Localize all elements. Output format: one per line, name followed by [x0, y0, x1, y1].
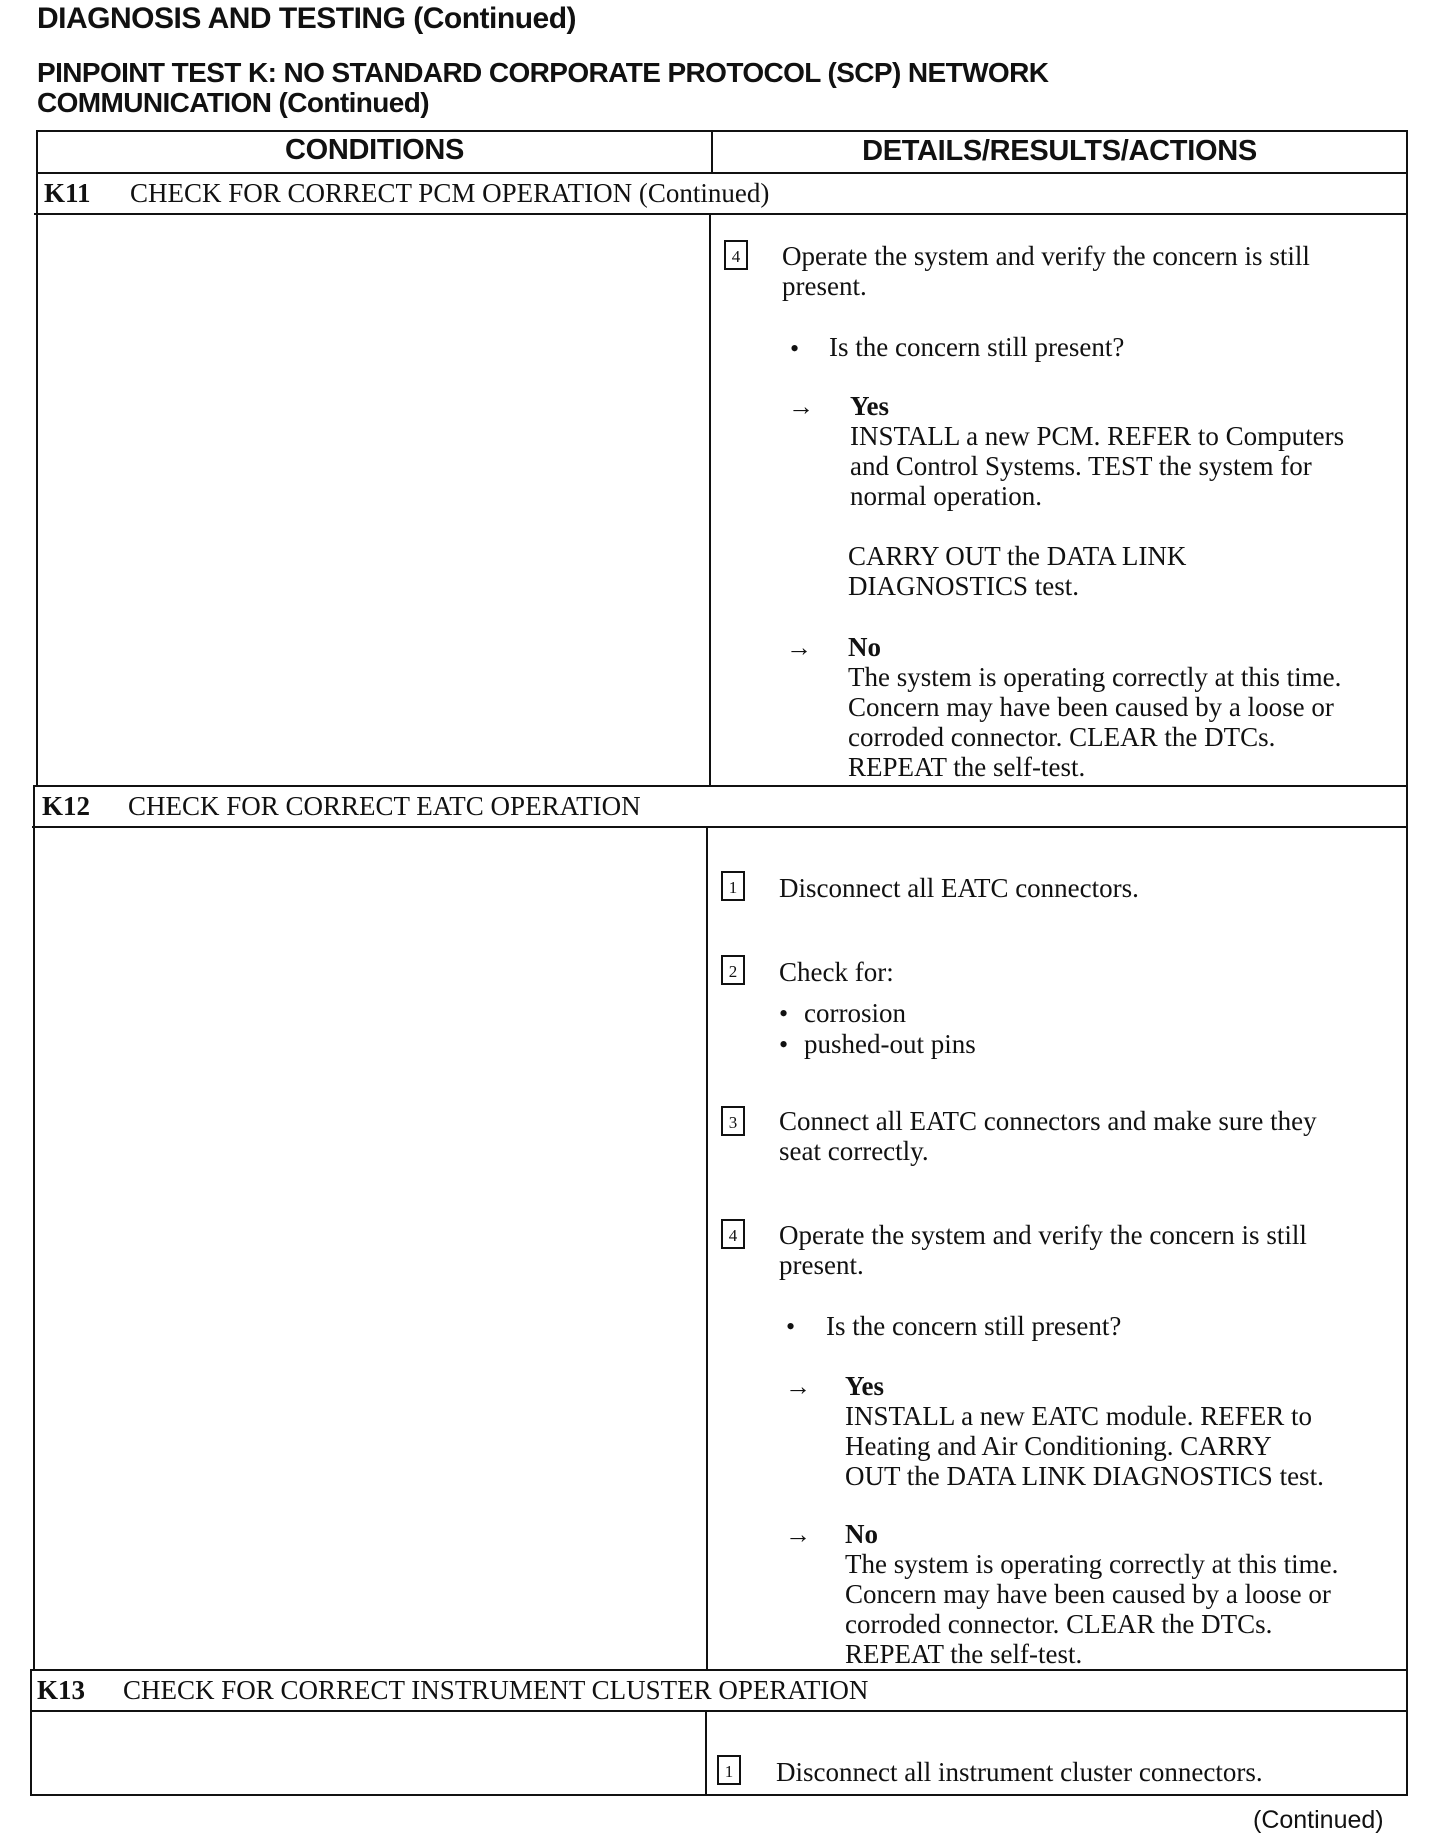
k13-step-title: CHECK FOR CORRECT INSTRUMENT CLUSTER OPERATION — [123, 1675, 869, 1705]
k12-step-4-number-box: 4 — [721, 1219, 745, 1249]
k11-yes-arrow: → — [788, 392, 814, 421]
k12-yes-arrow: → — [785, 1372, 811, 1401]
k13-step-1-text: Disconnect all instrument cluster connectors. — [776, 1757, 1263, 1787]
k12-yes-action: INSTALL a new EATC module. REFER to Heating and Air Conditioning. CARRY OUT the DATA LINK DIAGNOSTICS test. — [845, 1401, 1324, 1491]
table-bottom-border — [30, 1794, 1406, 1796]
column-header-conditions: CONDITIONS — [284, 134, 465, 166]
continued-footer: (Continued) — [1253, 1806, 1384, 1834]
page-header: DIAGNOSIS AND TESTING (Continued) — [37, 2, 577, 35]
k11-no-action: The system is operating correctly at this time. Concern may have been caused by a loose or corroded connector. CLEAR the DTCs. REPEAT the self-test. — [848, 662, 1342, 782]
test-title-line-1: PINPOINT TEST K: NO STANDARD CORPORATE PROTOCOL (SCP) NETWORK — [37, 57, 1049, 88]
header-bottom-border — [36, 172, 1408, 174]
column-header-details: DETAILS/RESULTS/ACTIONS — [862, 135, 1257, 167]
k13-bar-bottom-border — [30, 1710, 1406, 1712]
k11-step-4-text: Operate the system and verify the concern is still present. — [782, 241, 1310, 301]
right-border — [1406, 130, 1408, 1796]
k11-yes-label: Yes — [850, 391, 889, 421]
k11-step-4-number-box: 4 — [724, 240, 748, 270]
k12-item-pushed-out-pins: pushed-out pins — [804, 1029, 976, 1059]
k12-step-1-number-box: 1 — [721, 871, 745, 901]
k12-item-bullet-2: • — [779, 1030, 789, 1059]
k11-section-bar — [44, 178, 769, 209]
k12-section-bar — [42, 791, 641, 822]
k11-no-arrow: → — [786, 633, 812, 662]
k11-bar-bottom-border — [34, 213, 1408, 215]
k12-no-label: No — [845, 1519, 878, 1549]
k12-step-2-text: Check for: — [779, 957, 894, 987]
left-border-middle — [33, 785, 35, 1670]
k12-yes-label: Yes — [845, 1371, 884, 1401]
k12-step-2-number-box: 2 — [721, 955, 745, 985]
k13-step-1-number-box: 1 — [717, 1755, 741, 1785]
left-border-lower — [30, 1669, 32, 1796]
k12-body-bottom-border — [30, 1669, 1406, 1671]
k11-question: Is the concern still present? — [829, 332, 1125, 362]
k13-step-id: K13 — [37, 1675, 86, 1705]
k11-column-divider — [709, 213, 711, 785]
k11-no-label: No — [848, 632, 881, 662]
k12-step-3-number-box: 3 — [721, 1106, 745, 1136]
table-top-border — [36, 130, 1408, 132]
k12-question-bullet: • — [786, 1312, 796, 1341]
k12-bar-bottom-border — [32, 826, 1408, 828]
k12-item-corrosion: corrosion — [804, 998, 906, 1028]
k12-no-arrow: → — [785, 1520, 811, 1549]
test-title-line-2: COMMUNICATION (Continued) — [37, 87, 429, 118]
k11-yes-action: INSTALL a new PCM. REFER to Computers and Control Systems. TEST the system for normal operation. — [850, 421, 1345, 511]
k13-column-divider — [705, 1710, 707, 1796]
k12-step-1-text: Disconnect all EATC connectors. — [779, 873, 1139, 903]
k12-column-divider — [706, 826, 708, 1669]
k12-step-id: K12 — [42, 791, 91, 821]
k11-yes-action-2: CARRY OUT the DATA LINK DIAGNOSTICS test. — [848, 541, 1187, 601]
k11-step-id: K11 — [44, 178, 91, 208]
k12-question: Is the concern still present? — [826, 1311, 1122, 1341]
k12-item-bullet-1: • — [779, 999, 789, 1028]
k12-no-action: The system is operating correctly at this time. Concern may have been caused by a loose or corroded connector. CLEAR the DTCs. REPEAT the self-test. — [845, 1549, 1339, 1669]
test-title — [37, 58, 1048, 118]
k11-body-bottom-border — [33, 785, 1408, 787]
k12-step-title: CHECK FOR CORRECT EATC OPERATION — [128, 791, 641, 821]
k11-question-bullet: • — [790, 334, 800, 363]
k13-section-bar — [37, 1675, 868, 1706]
k12-step-4-text: Operate the system and verify the concern is still present. — [779, 1220, 1307, 1280]
k11-step-title: CHECK FOR CORRECT PCM OPERATION (Continued) — [130, 178, 770, 208]
k12-step-3-text: Connect all EATC connectors and make sure they seat correctly. — [779, 1106, 1317, 1166]
left-border-upper — [36, 130, 38, 785]
